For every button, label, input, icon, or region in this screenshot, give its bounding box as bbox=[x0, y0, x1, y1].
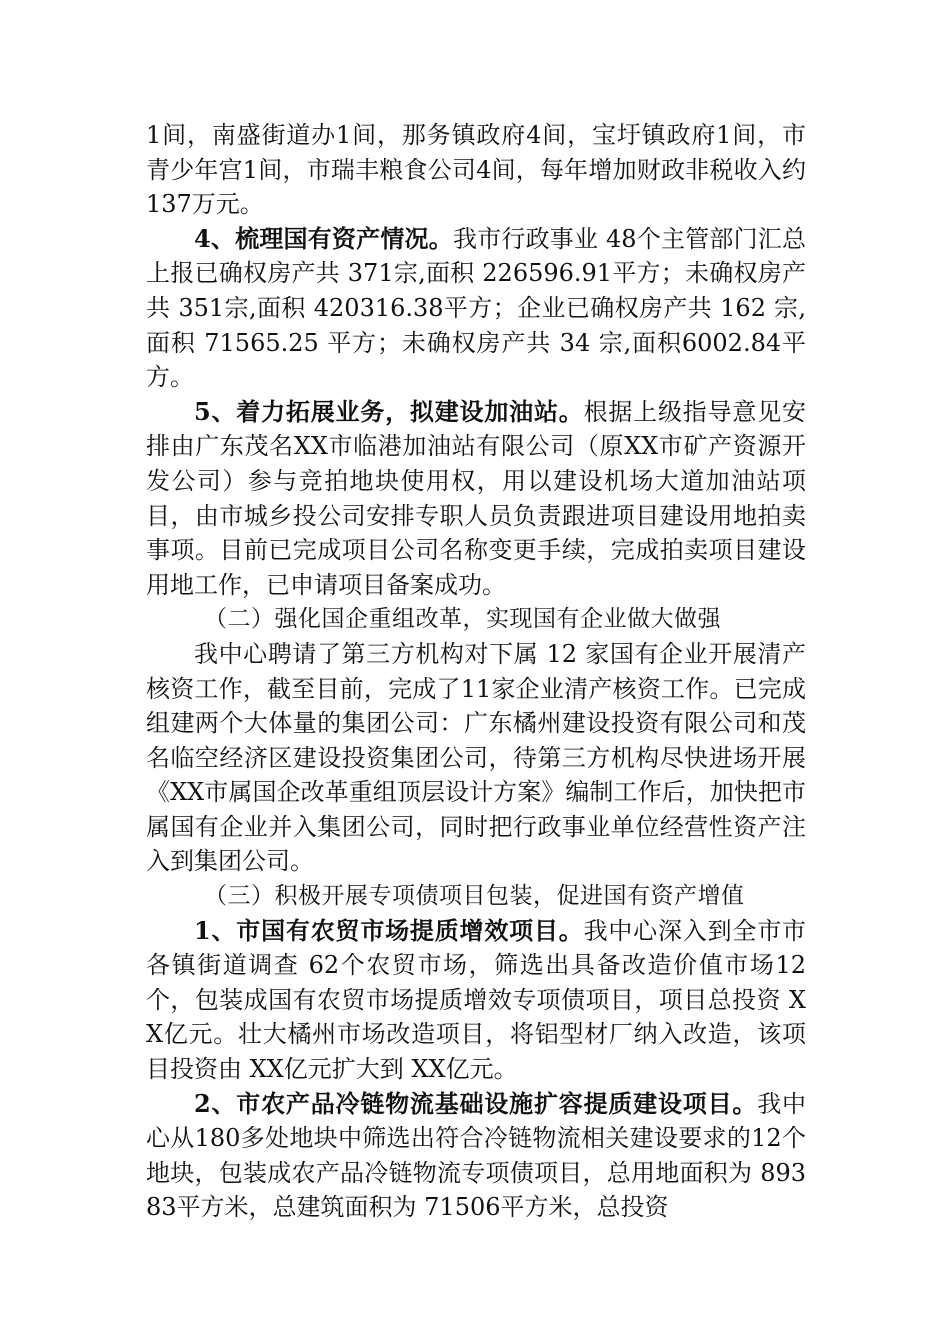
paragraph-text: 我中心聘请了第三方机构对下属 12 家国有企业开展清产核资工作，截至目前，完成了11家企业清产核资工作。已完成组建两个大体量的集团公司：广东橘州建设投资有限公司和茂名临空经济区建设投资集团公司，待第三方机构尽快进场开展《XX市属国企改革重组顶层设计方案》编制工作后，加快把市属国有企业并入集团公司，同时把行政事业单位经营性资产注入到集团公司。 bbox=[146, 639, 806, 876]
section-title-reform: （二）强化国企重组改革，实现国有企业做大做强 bbox=[204, 606, 721, 633]
paragraph-market-project bbox=[146, 914, 806, 1087]
paragraph-reform bbox=[146, 637, 806, 879]
paragraph-heading: 5、着力拓展业务，拟建设加油站。 bbox=[194, 396, 584, 426]
paragraph-gas-station bbox=[146, 395, 806, 603]
paragraph-text: 我市行政事业 48个主管部门汇总上报已确权房产共 371宗,面积 226596.91平方；未确权房产共 351宗,面积 420316.38平方；企业已确权房产共 162 宗,面积 71565.25 平方；未确权房产共 34 宗,面积6002.84平方。 bbox=[146, 224, 807, 392]
paragraph-heading: 1、市国有农贸市场提质增效项目。 bbox=[194, 915, 584, 945]
paragraph-asset-review bbox=[146, 222, 806, 395]
paragraph-text: 我中心深入到全市市各镇街道调查 62个农贸市场，筛选出具备改造价值市场12个，包装成国有农贸市场提质增效专项债项目，项目总投资 XX亿元。壮大橘州市场改造项目，将铝型材厂纳入改造，该项目投资由 XX亿元扩大到 XX亿元。 bbox=[146, 916, 807, 1084]
paragraph-text: 根据上级指导意见安排由广东茂名XX市临港加油站有限公司（原XX市矿产资源开发公司）参与竞拍地块使用权，用以建设机场大道加油站项目，由市城乡投公司安排专职人员负责跟进项目建设用地拍卖事项。目前已完成项目公司名称变更手续，完成拍卖项目建设用地工作，已申请项目备案成功。 bbox=[146, 397, 807, 599]
document-body bbox=[146, 118, 806, 1225]
paragraph-text: 我中心从180多处地块中筛选出符合冷链物流相关建设要求的12个地块，包装成农产品冷链物流专项债项目，总用地面积为 89383平方米，总建筑面积为 71506平方米，总投资 bbox=[146, 1089, 807, 1222]
paragraph-heading: 2、市农产品冷链物流基础设施扩容提质建设项目。 bbox=[194, 1088, 758, 1118]
paragraph-text: 1间，南盛街道办1间，那务镇政府4间，宝圩镇政府1间，市青少年宫1间，市瑞丰粮食公司4间，每年增加财政非税收入约137万元。 bbox=[146, 121, 806, 219]
paragraph-continued bbox=[146, 118, 806, 222]
section-title-special-bonds: （三）积极开展专项债项目包装，促进国有资产增值 bbox=[204, 883, 745, 910]
paragraph-cold-chain-project bbox=[146, 1087, 806, 1225]
paragraph-heading: 4、梳理国有资产情况。 bbox=[194, 223, 453, 253]
